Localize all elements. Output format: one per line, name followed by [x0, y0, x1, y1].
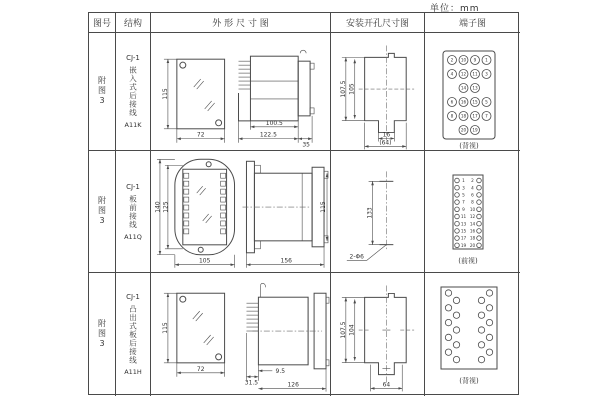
svg-text:17: 17	[472, 113, 478, 119]
dim-105-label: 105	[199, 257, 211, 265]
svg-text:19: 19	[472, 127, 478, 133]
header-terminal-label: 端子图	[458, 19, 486, 29]
svg-text:18: 18	[460, 113, 467, 119]
dim-107-5-label: 107.5	[339, 80, 347, 98]
row1-mounting-drawing	[331, 33, 424, 151]
top-hook	[260, 283, 265, 297]
row1-outline-drawing	[151, 33, 330, 151]
svg-text:19: 19	[460, 242, 467, 248]
svg-text:8: 8	[471, 199, 474, 205]
row3-side-view	[245, 283, 329, 391]
row2-fig-no-label: 附图3	[97, 196, 107, 227]
row3-outline-cell	[151, 273, 331, 396]
row2-fig-no	[89, 151, 116, 273]
row2-structure-desc: 板前接线	[128, 194, 138, 229]
row2-terminal-caption: (前视)	[458, 256, 478, 265]
cutout-outline	[365, 53, 407, 132]
hatch-marks	[194, 79, 215, 111]
dim-156-label: 156	[280, 257, 292, 265]
hole-label: 2-Φ6	[349, 253, 364, 260]
dim-107-5-label: 107.5	[339, 321, 347, 339]
dim-126-label: 126	[287, 381, 299, 389]
svg-text:5: 5	[485, 99, 488, 105]
svg-text:16: 16	[469, 228, 476, 233]
svg-text:4: 4	[471, 184, 474, 190]
svg-text:10: 10	[460, 57, 467, 63]
row1-side-view	[239, 50, 315, 148]
svg-text:2: 2	[450, 57, 454, 63]
dim-35-label: 35	[302, 141, 310, 149]
svg-text:18: 18	[469, 235, 476, 241]
row1-terminal-drawing	[425, 33, 520, 151]
header-outline-label: 外 形 尺 寸 图	[212, 19, 269, 29]
svg-text:3: 3	[462, 184, 465, 190]
svg-text:11: 11	[472, 71, 478, 77]
svg-text:7: 7	[485, 113, 488, 119]
row3-code: A11H	[124, 368, 142, 377]
svg-text:7: 7	[462, 199, 465, 205]
row3-terminal-drawing	[425, 273, 520, 396]
row2-outline-drawing	[151, 151, 330, 273]
svg-text:14: 14	[460, 85, 467, 91]
row2-model: CJ-1	[126, 182, 140, 191]
row1-structure-desc: 嵌入式后接线	[128, 66, 138, 117]
svg-text:17: 17	[460, 235, 467, 241]
svg-text:6: 6	[450, 99, 454, 105]
row3-outline-drawing	[151, 273, 330, 396]
dim-31-5-label: 31.5	[244, 379, 259, 387]
dim-72-label: 72	[196, 131, 205, 139]
svg-text:15: 15	[472, 99, 478, 105]
row3-terminal-cell	[425, 273, 520, 396]
svg-text:16: 16	[460, 99, 467, 105]
header-fig-no-label: 图号	[92, 19, 111, 29]
dim-100-5-label: 100.5	[265, 119, 283, 127]
svg-text:13: 13	[460, 220, 467, 226]
terminal-zigzag-back-view	[445, 290, 492, 363]
row3-fig-no-label: 附图3	[97, 319, 107, 350]
svg-text:5: 5	[462, 192, 465, 197]
row2-front-view	[154, 159, 234, 267]
svg-text:1: 1	[462, 177, 465, 183]
dim-35	[298, 115, 312, 142]
row3-front-view	[162, 293, 225, 377]
dim-9-5-label: 9.5	[275, 367, 286, 375]
row2-terminal-drawing	[425, 151, 520, 273]
unit-label: 单位：mm	[430, 4, 480, 14]
dim-133-label: 133	[366, 206, 374, 219]
header-outline	[151, 13, 331, 33]
terminal-grid-back-view	[448, 55, 492, 134]
terminal-comb	[246, 303, 258, 331]
row2-mounting-cell	[331, 151, 425, 273]
row3-fig-no	[89, 273, 116, 396]
svg-text:10: 10	[469, 206, 476, 212]
row1-front-view	[162, 59, 225, 143]
row1-outline-cell	[151, 33, 331, 151]
row1-terminal-cell	[425, 33, 520, 151]
svg-text:3: 3	[485, 71, 488, 77]
row3-structure	[116, 273, 151, 396]
dim-64-label: 64	[382, 381, 391, 389]
svg-text:20: 20	[460, 127, 467, 133]
row3-structure-desc: 凸出式板后接线	[128, 304, 138, 365]
row2-code: A11Q	[124, 232, 142, 241]
cutout-outline	[365, 293, 407, 374]
svg-text:14: 14	[469, 220, 476, 226]
dim-64-label: (64)	[379, 138, 392, 146]
header-structure-label: 结构	[123, 19, 142, 29]
header-fig-no	[89, 13, 116, 33]
svg-text:9: 9	[473, 57, 477, 63]
row2-terminal-cell	[425, 151, 520, 273]
svg-text:9: 9	[462, 206, 465, 212]
dim-115-side-label: 115	[320, 200, 328, 213]
dim-16-label: 16	[382, 131, 391, 139]
row3-model: CJ-1	[126, 292, 140, 301]
svg-text:15: 15	[460, 228, 467, 233]
header-mounting	[331, 13, 425, 33]
row3-terminal-caption: (背视)	[459, 377, 479, 385]
header-mounting-label: 安装开孔尺寸图	[345, 19, 409, 29]
dim-104-label: 104	[348, 324, 356, 336]
row2-structure	[116, 151, 151, 273]
terminal-comb	[239, 61, 251, 89]
row2-outline-cell	[151, 151, 331, 273]
row1-fig-no-label: 附图3	[97, 76, 107, 107]
hatch-marks	[193, 311, 214, 345]
row3-mounting-cell	[331, 273, 425, 396]
dim-140-label: 140	[154, 200, 162, 213]
row1-code: A11K	[124, 121, 142, 129]
header-terminal	[425, 13, 520, 33]
row2-mounting-drawing	[331, 151, 424, 273]
dim-9-5	[258, 365, 272, 381]
svg-text:12: 12	[469, 213, 476, 219]
svg-text:6: 6	[471, 192, 474, 197]
dim-115-label: 115	[161, 87, 169, 100]
dim-115-label: 115	[161, 322, 169, 334]
svg-text:13: 13	[472, 85, 478, 91]
hatch-marks	[197, 186, 212, 223]
svg-text:4: 4	[450, 71, 454, 77]
svg-text:20: 20	[469, 242, 476, 248]
row1-terminal-caption: (背视)	[459, 141, 479, 150]
terminal-columns-front-view	[455, 178, 482, 248]
dim-125-label: 125	[162, 200, 170, 213]
svg-text:12: 12	[460, 71, 467, 77]
drawing-table	[88, 12, 519, 395]
dim-105-label: 105	[348, 82, 356, 95]
terminal-blocks	[184, 173, 226, 234]
row3-mounting-drawing	[331, 273, 424, 396]
dim-122-5-label: 122.5	[259, 131, 277, 139]
dim-31-5	[246, 333, 258, 381]
row1-model: CJ-1	[126, 54, 140, 62]
svg-text:2: 2	[471, 177, 474, 183]
row1-mounting-cell	[331, 33, 425, 151]
svg-text:1: 1	[485, 57, 488, 63]
svg-text:11: 11	[460, 213, 467, 219]
row1-structure	[116, 33, 151, 151]
header-structure	[116, 13, 151, 33]
svg-text:8: 8	[450, 113, 454, 119]
row1-fig-no	[89, 33, 116, 151]
row2-side-view	[242, 161, 328, 267]
dim-72-label: 72	[196, 365, 205, 373]
